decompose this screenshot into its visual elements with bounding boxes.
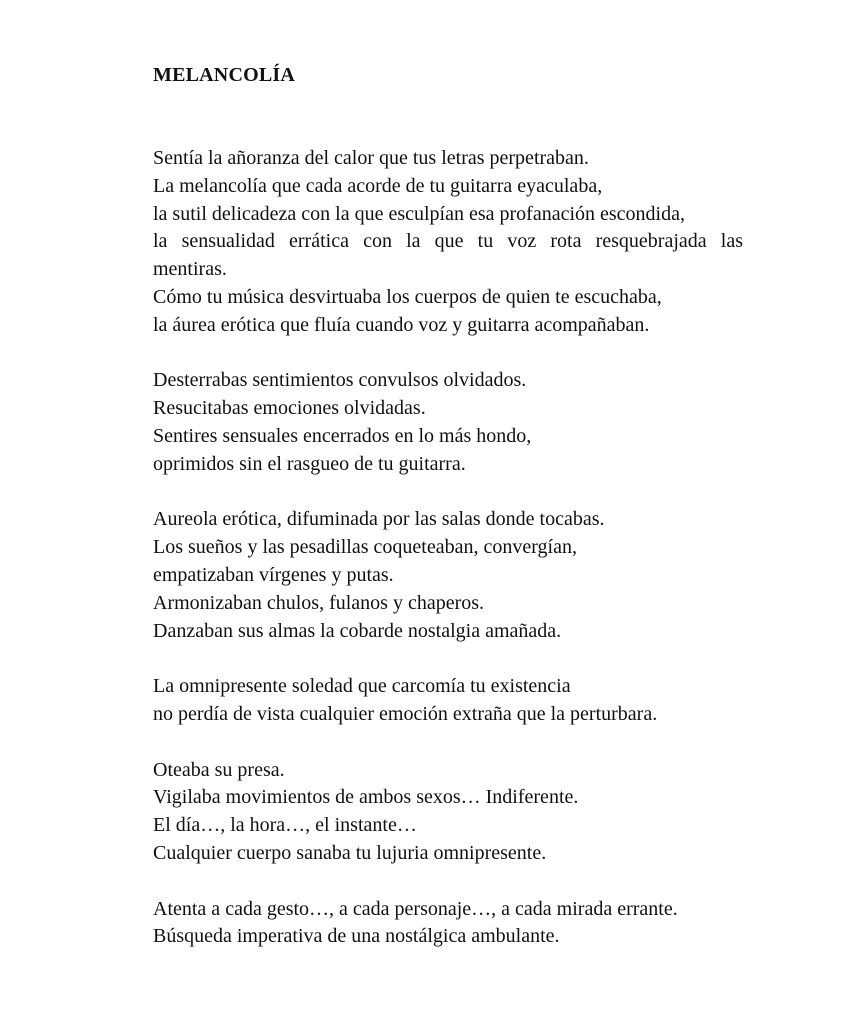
- poem-line: El día…, la hora…, el instante…: [153, 814, 417, 837]
- poem-line: Aureola erótica, difuminada por las salas donde tocabas.: [153, 508, 605, 531]
- poem-line: la áurea erótica que fluía cuando voz y guitarra acompañaban.: [153, 313, 650, 336]
- poem-line: Oteaba su presa.: [153, 758, 285, 781]
- poem-line: oprimidos sin el rasgueo de tu guitarra.: [153, 452, 466, 475]
- poem-line: La melancolía que cada acorde de tu guitarra eyaculaba,: [153, 174, 603, 197]
- poem-line: Sentires sensuales encerrados en lo más hondo,: [153, 424, 532, 447]
- poem-line: la sutil delicadeza con la que esculpían esa profanación escondida,: [153, 202, 685, 225]
- poem-line: no perdía de vista cualquier emoción extraña que la perturbara.: [153, 702, 658, 725]
- poem-line: Cómo tu música desvirtuaba los cuerpos de quien te escuchaba,: [153, 285, 662, 308]
- stanza-6: [153, 896, 745, 952]
- stanza-3: [153, 506, 745, 645]
- poem-line: La omnipresente soledad que carcomía tu existencia: [153, 675, 571, 698]
- poem-line: Danzaban sus almas la cobarde nostalgia amañada.: [153, 619, 562, 642]
- poem-line: mentiras.: [153, 258, 227, 281]
- poem-line: Desterrabas sentimientos convulsos olvidados.: [153, 369, 527, 392]
- poem-line: Atenta a cada gesto…, a cada personaje…, a cada mirada errante.: [153, 897, 678, 920]
- poem-line: Armonizaban chulos, fulanos y chaperos.: [153, 591, 485, 614]
- stanza-4: [153, 673, 745, 729]
- stanza-2: [153, 367, 745, 478]
- stanza-5: [153, 757, 745, 868]
- poem-line: Vigilaba movimientos de ambos sexos… Indiferente.: [153, 786, 579, 809]
- poem-line: Resucitabas emociones olvidadas.: [153, 397, 426, 420]
- stanza-1: [153, 145, 745, 340]
- poem-line: Búsqueda imperativa de una nostálgica ambulante.: [153, 925, 560, 948]
- poem-line: Sentía la añoranza del calor que tus letras perpetraban.: [153, 147, 589, 169]
- poem-line: la sensualidad errática con la que tu voz rota resquebrajada las: [153, 230, 743, 253]
- poem-page: [153, 62, 745, 979]
- poem-line: empatizaban vírgenes y putas.: [153, 563, 394, 586]
- poem-line: Cualquier cuerpo sanaba tu lujuria omnipresente.: [153, 841, 547, 864]
- poem-line: Los sueños y las pesadillas coqueteaban, convergían,: [153, 536, 577, 559]
- poem-title: MELANCOLÍA: [153, 64, 296, 86]
